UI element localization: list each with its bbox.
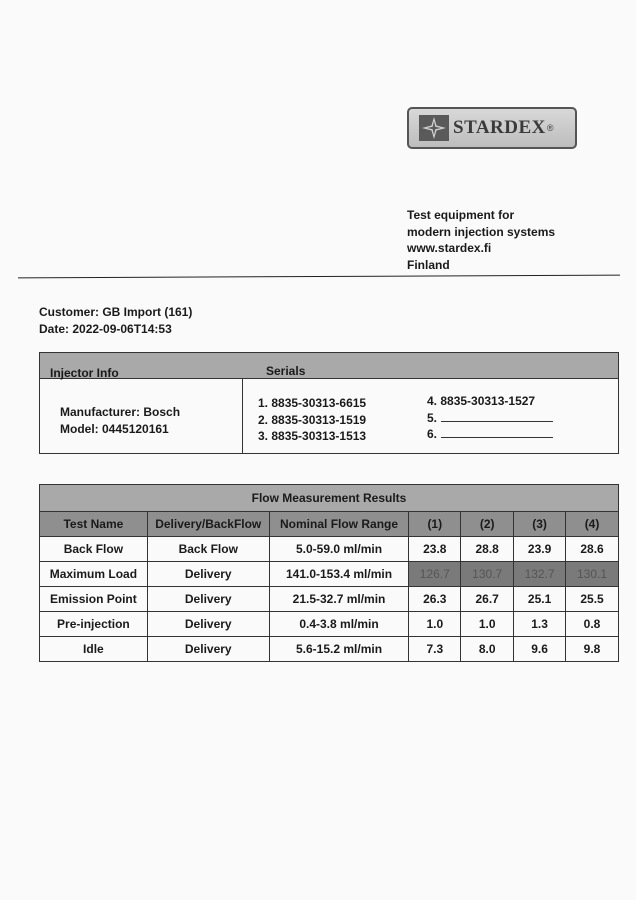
report-meta	[39, 304, 192, 337]
serials-right	[427, 393, 553, 443]
company-info	[407, 207, 555, 273]
stardex-logo	[407, 107, 577, 149]
result-value: 28.6	[566, 537, 619, 562]
manufacturer-label: Manufacturer: Bosch	[60, 405, 181, 419]
result-value-out-of-range: 132.7	[514, 562, 566, 587]
header-divider	[18, 275, 620, 279]
result-value: 1.0	[409, 612, 461, 637]
flow-type: Delivery	[147, 637, 269, 662]
column-header: (3)	[514, 512, 566, 537]
result-value: 1.3	[514, 612, 566, 637]
serial-item: 3. 8835-30313-1513	[258, 429, 367, 443]
table-row	[40, 612, 619, 637]
injector-info-title: Injector Info	[50, 366, 119, 380]
result-value: 23.9	[514, 537, 566, 562]
flow-results-table	[39, 484, 619, 662]
result-value: 25.1	[514, 587, 566, 612]
result-value: 9.6	[514, 637, 566, 662]
model-label: Model: 0445120161	[60, 422, 169, 436]
nominal-range: 5.6-15.2 ml/min	[269, 637, 409, 662]
flow-type: Delivery	[147, 612, 269, 637]
serial-item: 1. 8835-30313-6615	[258, 396, 367, 410]
star-compass-icon	[419, 115, 449, 141]
serials-title: Serials	[266, 364, 306, 378]
column-header: (4)	[566, 512, 619, 537]
column-header: (2)	[461, 512, 514, 537]
result-value: 9.8	[566, 637, 619, 662]
date-label: Date: 2022-09-06T14:53	[39, 321, 172, 336]
serial-label: 6.	[427, 427, 438, 441]
result-value: 26.3	[409, 587, 461, 612]
result-value: 25.5	[566, 587, 619, 612]
company-country: Finland	[407, 257, 450, 272]
result-value: 7.3	[409, 637, 461, 662]
flow-type: Back Flow	[147, 537, 269, 562]
result-value: 26.7	[461, 587, 514, 612]
injector-details	[60, 404, 180, 438]
test-name: Back Flow	[40, 537, 148, 562]
result-value: 1.0	[461, 612, 514, 637]
serial-item-blank	[427, 410, 553, 427]
serials-left	[258, 395, 366, 445]
table-row	[40, 637, 619, 662]
test-name: Pre-injection	[40, 612, 148, 637]
serial-item-blank	[427, 426, 553, 443]
flow-table-title: Flow Measurement Results	[40, 485, 619, 512]
test-name: Emission Point	[40, 587, 148, 612]
table-row	[40, 537, 619, 562]
table-row	[40, 587, 619, 612]
company-website: www.stardex.fi	[407, 241, 492, 255]
table-row	[40, 562, 619, 587]
nominal-range: 5.0-59.0 ml/min	[269, 537, 409, 562]
column-header: Delivery/BackFlow	[147, 512, 269, 537]
company-line: modern injection systems	[407, 224, 556, 239]
test-name: Idle	[40, 637, 148, 662]
result-value-out-of-range: 130.7	[461, 562, 514, 587]
blank-line	[441, 426, 553, 438]
result-value-out-of-range: 126.7	[409, 562, 461, 587]
registered-mark: ®	[546, 123, 554, 133]
serial-item: 4. 8835-30313-1527	[427, 394, 536, 408]
test-name: Maximum Load	[40, 562, 148, 587]
column-header: Test Name	[40, 512, 148, 537]
result-value: 8.0	[461, 637, 514, 662]
result-value: 23.8	[409, 537, 461, 562]
result-value-out-of-range: 130.1	[566, 562, 619, 587]
customer-label: Customer: GB Import (161)	[39, 305, 193, 319]
serial-item: 2. 8835-30313-1519	[258, 412, 367, 427]
blank-line	[441, 410, 553, 422]
logo-wordmark: STARDEX	[453, 117, 546, 138]
column-divider	[242, 378, 243, 454]
column-header: Nominal Flow Range	[269, 512, 409, 537]
result-value: 0.8	[566, 612, 619, 637]
nominal-range: 21.5-32.7 ml/min	[269, 587, 409, 612]
flow-type: Delivery	[147, 562, 269, 587]
flow-type: Delivery	[147, 587, 269, 612]
column-header: (1)	[409, 512, 461, 537]
nominal-range: 141.0-153.4 ml/min	[269, 562, 409, 587]
injector-info-box	[39, 352, 619, 454]
result-value: 28.8	[461, 537, 514, 562]
nominal-range: 0.4-3.8 ml/min	[269, 612, 409, 637]
serial-label: 5.	[427, 410, 438, 425]
company-line: Test equipment for	[407, 208, 515, 222]
injector-info-header	[40, 353, 618, 379]
